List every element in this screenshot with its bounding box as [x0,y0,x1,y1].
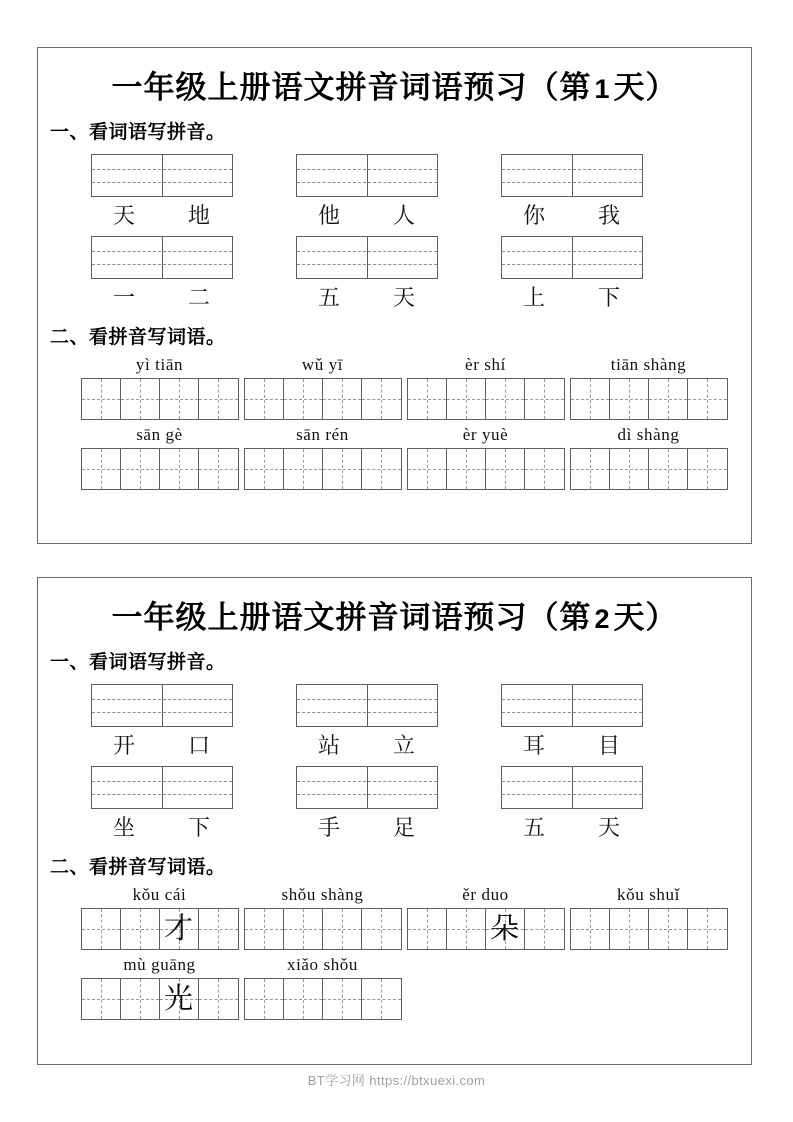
tianzige-cell[interactable] [121,979,160,1019]
guide-line [408,469,446,470]
tianzige-cell[interactable] [649,449,688,489]
tianzige-cell[interactable] [199,449,238,489]
tianzige-cell[interactable] [362,449,401,489]
pinyin-write-item [292,766,497,842]
pinyin-write-item [292,684,497,760]
hanzi-pair [497,199,647,230]
hanzi-write-item [78,425,241,490]
guide-line [121,929,159,930]
guide-line [297,781,437,782]
four-line-pinyin-box[interactable] [296,766,438,809]
guide-line [297,182,437,183]
divider-line [162,237,163,278]
tianzige-box[interactable] [244,978,402,1020]
guide-line [160,399,198,400]
hanzi-pair [292,199,442,230]
tianzige-box[interactable] [81,378,239,420]
tianzige-cell[interactable] [199,979,238,1019]
hanzi-pair [87,811,237,842]
pinyin-write-item [87,766,292,842]
title-day-number: 1 [594,74,611,104]
tianzige-cell[interactable] [245,449,284,489]
pinyin-label: yì tiān [135,355,184,374]
hanzi-char: 天 [112,203,136,228]
tianzige-cell[interactable] [323,909,362,949]
hanzi-write-rows-day1 [38,355,751,490]
hanzi-char: 下 [187,815,211,840]
hanzi-pair [87,729,237,760]
guide-line [610,929,648,930]
guide-line [571,469,609,470]
hanzi-write-item [567,885,730,950]
tianzige-cell[interactable] [82,379,121,419]
hanzi-write-item [78,355,241,420]
hanzi-char: 耳 [522,733,546,758]
hanzi-write-item [241,355,404,420]
hanzi-pair [497,811,647,842]
tianzige-cell[interactable] [649,379,688,419]
guide-line [362,469,401,470]
hanzi-pair [497,281,647,312]
guide-line [447,399,485,400]
hanzi-write-row [38,885,751,950]
tianzige-cell[interactable] [688,379,727,419]
guide-line [525,929,564,930]
hanzi-write-item [567,355,730,420]
pinyin-label: xiǎo shǒu [286,955,359,974]
pinyin-write-rows-day1 [38,154,751,312]
hanzi-char: 坐 [112,815,136,840]
divider-line [367,685,368,726]
tianzige-box[interactable] [407,378,565,420]
four-line-pinyin-box[interactable] [296,154,438,197]
tianzige-box[interactable] [570,378,728,420]
hanzi-write-item [567,425,730,490]
hanzi-char: 足 [392,815,416,840]
guide-line [688,399,727,400]
guide-line [92,251,232,252]
guide-line [486,399,524,400]
tianzige-cell[interactable] [245,379,284,419]
four-line-pinyin-box[interactable] [91,154,233,197]
guide-line [92,699,232,700]
hanzi-write-item [78,885,241,950]
guide-line [121,399,159,400]
tianzige-box[interactable] [570,448,728,490]
title-prefix: 一年级上册语文拼音词语预习（第 [111,70,592,105]
pinyin-label: èr shí [465,355,506,374]
tianzige-cell[interactable] [610,449,649,489]
tianzige-cell[interactable] [323,449,362,489]
guide-line [323,929,361,930]
hanzi-pair [497,729,647,760]
hanzi-char: 人 [392,203,416,228]
tianzige-cell[interactable] [408,909,447,949]
tianzige-box[interactable] [244,448,402,490]
tianzige-cell[interactable] [571,379,610,419]
hanzi-char: 开 [112,733,136,758]
guide-line [82,469,120,470]
tianzige-box[interactable] [81,908,239,950]
tianzige-cell[interactable] [447,909,486,949]
guide-line [688,929,727,930]
pinyin-label: shǒu shàng [281,885,364,904]
pinyin-write-item [87,684,292,760]
section-heading-2: 二、看拼音写词语。 [50,327,226,348]
hanzi-write-item [404,425,567,490]
guide-line [323,399,361,400]
guide-line [649,929,687,930]
guide-line [447,469,485,470]
guide-line [571,929,609,930]
pinyin-label: kǒu cái [132,885,187,904]
pinyin-label: ěr duo [462,885,509,904]
hanzi-write-item [78,955,241,1020]
tianzige-cell[interactable] [323,379,362,419]
tianzige-cell[interactable] [447,379,486,419]
guide-line [284,929,322,930]
guide-line [199,929,238,930]
guide-line [408,399,446,400]
tianzige-cell[interactable] [571,909,610,949]
tianzige-cell[interactable] [323,979,362,1019]
hanzi-char: 五 [522,815,546,840]
tianzige-cell[interactable] [245,979,284,1019]
guide-line [688,469,727,470]
divider-line [572,767,573,808]
tianzige-box[interactable] [244,908,402,950]
hanzi-write-row [38,955,751,1020]
tianzige-cell[interactable] [121,379,160,419]
hanzi-pair [292,811,442,842]
title-day-number: 2 [594,604,611,634]
pinyin-write-item [497,154,702,230]
guide-line [297,169,437,170]
guide-line [502,699,642,700]
worksheet-day-2 [37,577,752,1065]
tianzige-cell[interactable] [525,449,564,489]
tianzige-cell[interactable] [649,909,688,949]
tianzige-box[interactable] [407,448,565,490]
pinyin-label: dì shàng [617,425,680,444]
guide-line [502,264,642,265]
worksheet-day-1 [37,47,752,544]
hanzi-char: 口 [187,733,211,758]
pinyin-label: mù guāng [123,955,196,974]
hanzi-write-item [241,955,404,1020]
pinyin-label: tiān shàng [610,355,687,374]
tianzige-box[interactable] [81,448,239,490]
guide-line [362,399,401,400]
divider-line [572,685,573,726]
tianzige-cell[interactable] [121,909,160,949]
hanzi-char: 目 [597,733,621,758]
pinyin-write-rows-day2 [38,684,751,842]
pinyin-write-item [497,684,702,760]
hanzi-char: 手 [317,815,341,840]
tianzige-cell[interactable] [486,449,525,489]
divider-line [162,685,163,726]
pinyin-write-item [292,154,497,230]
guide-line [199,999,238,1000]
guide-line [199,469,238,470]
pinyin-label: kǒu shuǐ [617,885,680,904]
tianzige-cell[interactable] [160,979,199,1019]
pinyin-write-item [87,236,292,312]
title-prefix: 一年级上册语文拼音词语预习（第 [111,600,592,635]
guide-line [610,399,648,400]
divider-line [367,155,368,196]
hanzi-write-item [404,885,567,950]
guide-line [502,169,642,170]
guide-line [121,999,159,1000]
tianzige-cell[interactable] [408,379,447,419]
tianzige-cell[interactable] [121,449,160,489]
pinyin-label: èr yuè [462,425,509,444]
four-line-pinyin-box[interactable] [501,766,643,809]
guide-line [362,999,401,1000]
pinyin-label: sān gè [136,425,183,444]
tianzige-cell[interactable] [486,909,525,949]
guide-line [284,399,322,400]
four-line-pinyin-box[interactable] [501,684,643,727]
guide-line [92,794,232,795]
section-heading-2: 二、看拼音写词语。 [50,857,226,878]
guide-line [297,699,437,700]
guide-line [284,999,322,1000]
hanzi-write-item [241,425,404,490]
section-heading-1: 一、看词语写拼音。 [50,122,226,143]
tianzige-box[interactable] [407,908,565,950]
tianzige-cell[interactable] [245,909,284,949]
guide-line [297,794,437,795]
pinyin-write-row [38,684,751,760]
tianzige-cell[interactable] [82,979,121,1019]
pinyin-write-row [38,154,751,230]
hanzi-write-row [38,355,751,420]
divider-line [162,767,163,808]
divider-line [367,237,368,278]
pinyin-write-item [292,236,497,312]
tianzige-cell[interactable] [525,909,564,949]
hanzi-pair [87,199,237,230]
guide-line [649,469,687,470]
worksheet-title-day-2 [38,592,751,637]
section-heading-1: 一、看词语写拼音。 [50,652,226,673]
hanzi-char: 下 [597,285,621,310]
guide-line [297,251,437,252]
guide-line [245,469,283,470]
pinyin-label: sān rén [296,425,349,444]
hanzi-pair [292,281,442,312]
guide-line [323,999,361,1000]
worksheet-title-day-1 [38,62,751,107]
pinyin-label: wǔ yī [301,355,344,374]
guide-line [502,794,642,795]
hanzi-char: 立 [392,733,416,758]
tianzige-cell[interactable] [486,379,525,419]
tianzige-cell[interactable] [408,449,447,489]
tianzige-cell[interactable] [284,379,323,419]
tianzige-cell[interactable] [199,379,238,419]
tianzige-cell[interactable] [160,449,199,489]
tianzige-box[interactable] [81,978,239,1020]
hanzi-char: 站 [317,733,341,758]
guide-line [121,469,159,470]
hanzi-char: 上 [522,285,546,310]
pinyin-write-item [497,766,702,842]
hanzi-char: 天 [597,815,621,840]
tianzige-cell[interactable] [571,449,610,489]
cell-character: 光 [163,982,193,1015]
guide-line [502,182,642,183]
title-suffix: 天） [613,70,678,105]
footer-watermark: BT学习网 https://btxuexi.com [307,1073,486,1088]
tianzige-cell[interactable] [82,449,121,489]
guide-line [571,399,609,400]
hanzi-char: 他 [317,203,341,228]
guide-line [245,999,283,1000]
pinyin-write-item [87,154,292,230]
guide-line [82,399,120,400]
guide-line [502,712,642,713]
tianzige-cell[interactable] [82,909,121,949]
divider-line [572,237,573,278]
guide-line [525,469,564,470]
hanzi-char: 天 [392,285,416,310]
hanzi-char: 地 [187,203,211,228]
four-line-pinyin-box[interactable] [296,684,438,727]
guide-line [92,712,232,713]
guide-line [362,929,401,930]
guide-line [92,264,232,265]
guide-line [160,469,198,470]
guide-line [92,169,232,170]
guide-line [82,999,120,1000]
hanzi-char: 五 [317,285,341,310]
hanzi-write-row [38,425,751,490]
tianzige-cell[interactable] [362,379,401,419]
guide-line [486,469,524,470]
pinyin-write-row [38,236,751,312]
tianzige-box[interactable] [244,378,402,420]
hanzi-char: 我 [597,203,621,228]
four-line-pinyin-box[interactable] [501,236,643,279]
tianzige-cell[interactable] [362,979,401,1019]
hanzi-write-item [404,355,567,420]
tianzige-cell[interactable] [284,909,323,949]
guide-line [245,399,283,400]
hanzi-pair [292,729,442,760]
hanzi-char: 二 [187,285,211,310]
hanzi-write-rows-day2 [38,885,751,1020]
four-line-pinyin-box[interactable] [91,236,233,279]
tianzige-box[interactable] [570,908,728,950]
tianzige-cell[interactable] [447,449,486,489]
tianzige-cell[interactable] [284,979,323,1019]
divider-line [572,155,573,196]
guide-line [502,781,642,782]
tianzige-cell[interactable] [610,909,649,949]
tianzige-cell[interactable] [525,379,564,419]
pinyin-write-row [38,766,751,842]
tianzige-cell[interactable] [284,449,323,489]
four-line-pinyin-box[interactable] [501,154,643,197]
guide-line [297,712,437,713]
four-line-pinyin-box[interactable] [91,766,233,809]
guide-line [649,399,687,400]
tianzige-cell[interactable] [610,379,649,419]
guide-line [408,929,446,930]
hanzi-write-item [241,885,404,950]
tianzige-cell[interactable] [362,909,401,949]
cell-character: 才 [163,912,193,945]
guide-line [92,182,232,183]
guide-line [284,469,322,470]
title-suffix: 天） [613,600,678,635]
guide-line [525,399,564,400]
tianzige-cell[interactable] [688,449,727,489]
four-line-pinyin-box[interactable] [296,236,438,279]
divider-line [162,155,163,196]
guide-line [323,469,361,470]
guide-line [502,251,642,252]
cell-character: 朵 [489,912,519,945]
guide-line [245,929,283,930]
guide-line [447,929,485,930]
hanzi-pair [87,281,237,312]
guide-line [82,929,120,930]
guide-line [92,781,232,782]
tianzige-cell[interactable] [199,909,238,949]
guide-line [297,264,437,265]
tianzige-cell[interactable] [688,909,727,949]
four-line-pinyin-box[interactable] [91,684,233,727]
guide-line [199,399,238,400]
hanzi-char: 一 [112,285,136,310]
tianzige-cell[interactable] [160,909,199,949]
guide-line [610,469,648,470]
hanzi-char: 你 [522,203,546,228]
divider-line [367,767,368,808]
tianzige-cell[interactable] [160,379,199,419]
pinyin-write-item [497,236,702,312]
